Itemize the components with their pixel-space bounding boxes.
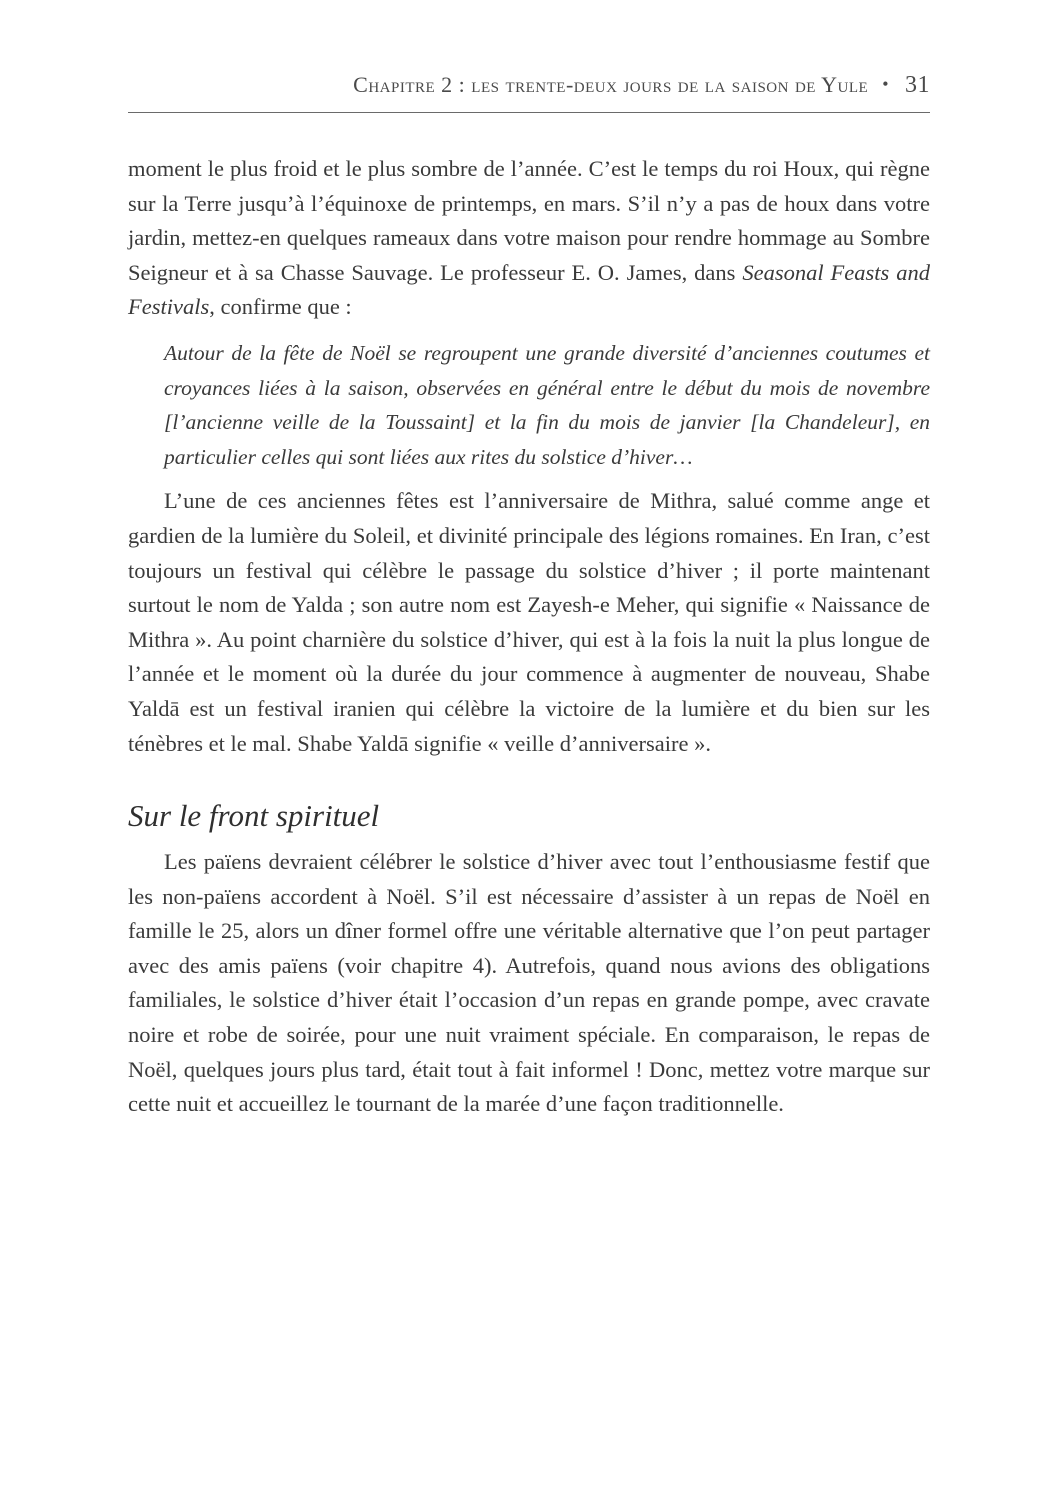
page-body <box>128 152 930 1122</box>
chapter-title: Chapitre 2 : les trente-deux jours de la saison de Yule <box>353 72 869 97</box>
running-header <box>128 72 930 108</box>
paragraph-1-text-a: moment le plus froid et le plus sombre de l’année. C’est le temps du roi Houx, qui règne sur la Terre jusqu’à l’équinoxe de printemps, en mars. S’il n’y a pas de houx dans votre jardin, mettez-en quelques rameaux dans votre maison pour rendre hommage au Sombre Seigneur et à sa Chasse Sauvage. Le professeur E. O. James, dans <box>128 156 930 285</box>
page-number: 31 <box>905 72 930 98</box>
paragraph-2: L’une de ces anciennes fêtes est l’anniversaire de Mithra, salué comme ange et gardien de la lumière du Soleil, et divinité principale des légions romaines. En Iran, c’est toujours un festival qui célèbre le passage du solstice d’hiver ; il porte maintenant surtout le nom de Yalda ; son autre nom est Zayesh-e Meher, qui signifie « Naissance de Mithra ». Au point charnière du solstice d’hiver, qui est à la fois la nuit la plus longue de l’année et le moment où la durée du jour commence à augmenter de nouveau, Shabe Yaldā est un festival iranien qui célèbre la victoire de la lumière et du bien sur les ténèbres et le mal. Shabe Yaldā signifie « veille d’anniversaire ». <box>128 488 930 756</box>
header-rule <box>128 112 930 113</box>
section-heading: Sur le front spirituel <box>128 798 380 834</box>
block-quote: Autour de la fête de Noël se regroupent une grande diversité d’anciennes coutumes et croyances liées à la saison, observées en général entre le début du mois de novembre [l’ancienne veille de la Toussaint] et la fin du mois de janvier [la Chandeleur], en particulier celles qui sont liées aux rites du solstice d’hiver… <box>164 340 930 469</box>
paragraph-1-text-b: , confirme que : <box>209 294 352 320</box>
paragraph-3: Les païens devraient célébrer le solstice d’hiver avec tout l’enthousiasme festif que les non-païens accordent à Noël. S’il est nécessaire d’assister à un repas de Noël en famille le 25, alors un dîner formel offre une véritable alternative que l’on peut partager avec des amis païens (voir chapitre 4). Autrefois, quand nous avions des obligations familiales, le solstice d’hiver était l’occasion d’un repas en grande pompe, avec cravate noire et robe de soirée, pour une nuit vraiment spéciale. En comparaison, le repas de Noël, quelques jours plus tard, était tout à fait informel ! Donc, mettez votre marque sur cette nuit et accueillez le tournant de la marée d’une façon traditionnelle. <box>128 849 930 1117</box>
paragraph-1 <box>128 152 930 325</box>
book-title-citation: Seasonal Feasts and Festivals <box>128 259 930 320</box>
header-bullet: • <box>882 74 889 94</box>
